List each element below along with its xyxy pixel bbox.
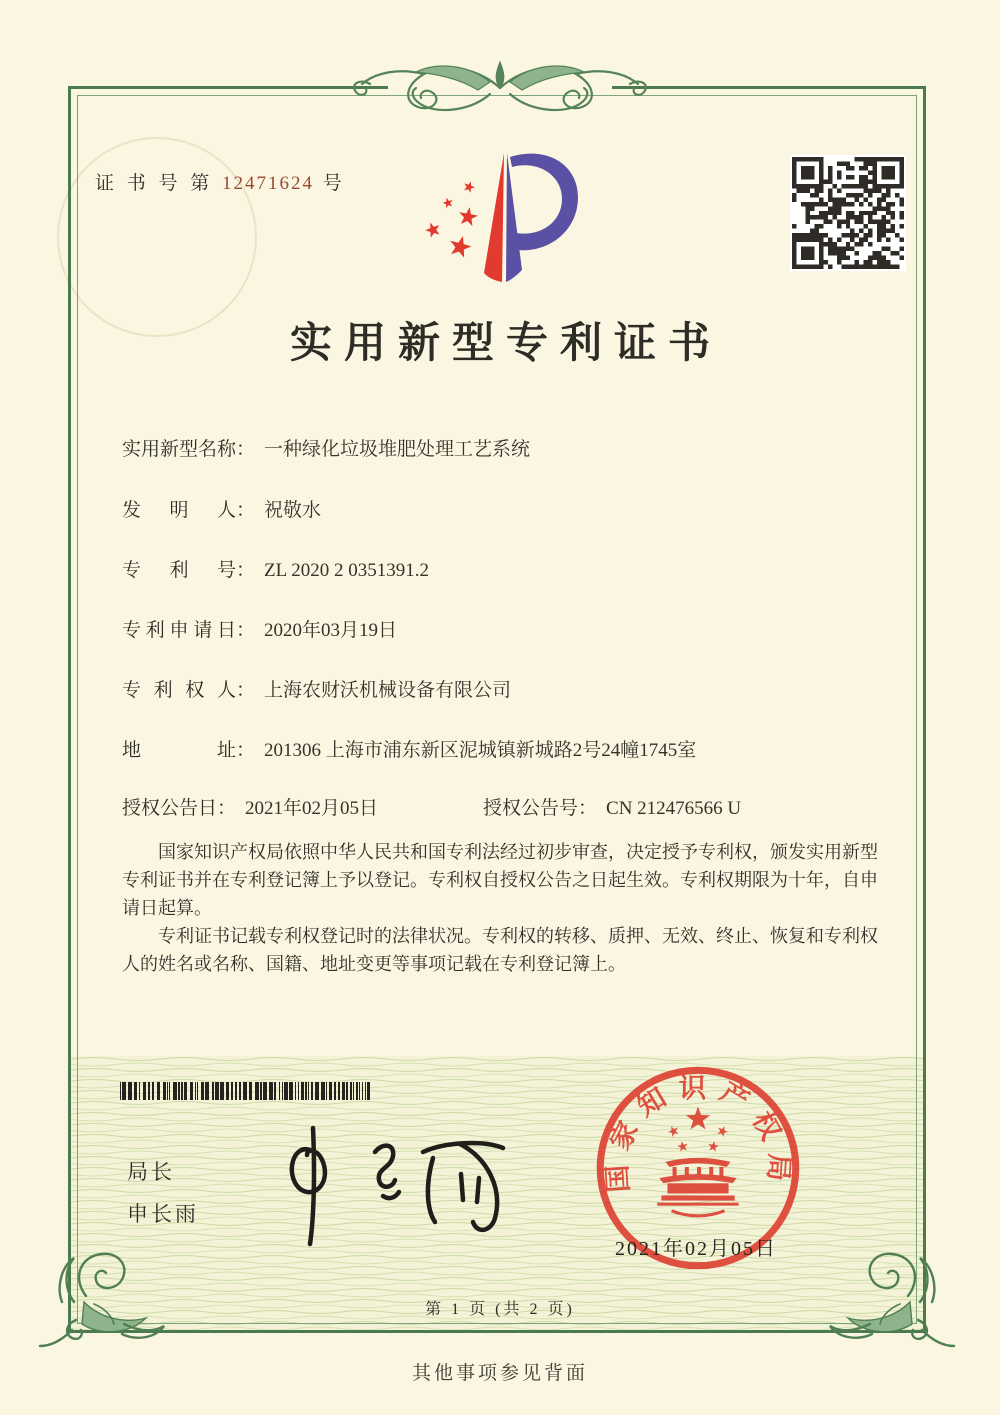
certificate-number-prefix: 证 书 号 第 xyxy=(95,173,214,194)
field-value: ZL 2020 2 0351391.2 xyxy=(264,560,430,581)
certificate-number xyxy=(95,168,346,195)
colon: ： xyxy=(578,798,598,819)
field-label: 专利号 xyxy=(122,560,236,581)
field-value: 一种绿化垃圾堆肥处理工艺系统 xyxy=(264,439,531,460)
legal-paragraph-1: 国家知识产权局依照中华人民共和国专利法经过初步审查，决定授予专利权，颁发实用新型专利证书并在专利登记簿上予以登记。专利权自授权公告之日起生效。专利权期限为十年，自申请日起算。 xyxy=(122,842,878,918)
grant-number-value: CN 212476566 U xyxy=(606,798,742,819)
legal-paragraph-2: 专利证书记载专利权登记时的法律状况。专利权的转移、质押、无效、终止、恢复和专利权人的姓名或名称、国籍、地址变更等事项记载在专利登记簿上。 xyxy=(122,926,878,974)
certificate-number-suffix: 号 xyxy=(322,173,346,194)
field-value: 201306 上海市浦东新区泥城镇新城路2号24幢1745室 xyxy=(264,740,697,761)
field-value: 上海农财沃机械设备有限公司 xyxy=(264,680,512,701)
field-value: 2020年03月19日 xyxy=(264,620,398,641)
legal-text xyxy=(122,838,878,978)
page-number: 第 1 页 (共 2 页) xyxy=(425,1301,575,1318)
qr-code xyxy=(790,155,906,271)
field-row-address xyxy=(122,735,912,762)
field-row-inventor xyxy=(122,495,912,522)
cnipa-logo-icon xyxy=(418,145,588,295)
faint-seal-watermark xyxy=(57,137,257,337)
signer-name: 申长雨 xyxy=(127,1202,199,1226)
colon: ： xyxy=(217,798,237,819)
field-row-filing-date xyxy=(122,615,912,642)
top-border-ornament xyxy=(340,48,660,128)
field-label: 发明人 xyxy=(122,500,236,521)
field-row-grant xyxy=(122,793,912,820)
certificate-number-value: 12471624 xyxy=(222,173,315,194)
colon: ： xyxy=(236,680,256,701)
field-value: 祝敬水 xyxy=(264,500,322,521)
field-label: 专利申请日 xyxy=(122,620,236,641)
field-label: 地址 xyxy=(122,740,236,761)
field-label: 实用新型名称 xyxy=(122,439,237,460)
colon: ： xyxy=(236,560,256,581)
back-note: 其他事项参见背面 xyxy=(411,1363,588,1384)
seal-date: 2021年02月05日 xyxy=(615,1238,777,1260)
field-row-patentee xyxy=(122,675,912,702)
colon: ： xyxy=(236,500,256,521)
certificate-title: 实用新型专利证书 xyxy=(289,321,722,367)
field-row-utility-name xyxy=(122,434,912,461)
grant-date-value: 2021年02月05日 xyxy=(245,798,379,819)
colon: ： xyxy=(236,620,256,641)
national-emblem-icon xyxy=(657,1106,738,1215)
barcode xyxy=(120,1082,376,1100)
grant-number-label: 授权公告号 xyxy=(483,798,579,819)
field-label: 专利权人 xyxy=(122,680,236,701)
signature-shen-changyu xyxy=(255,1122,515,1252)
colon: ： xyxy=(236,740,256,761)
field-row-patent-number xyxy=(122,555,912,582)
colon: ： xyxy=(236,439,256,460)
signer-role: 局长 xyxy=(127,1160,175,1184)
seal-ring-text: 国家知识产权局 xyxy=(601,1072,795,1194)
grant-date-label: 授权公告日 xyxy=(122,798,218,819)
